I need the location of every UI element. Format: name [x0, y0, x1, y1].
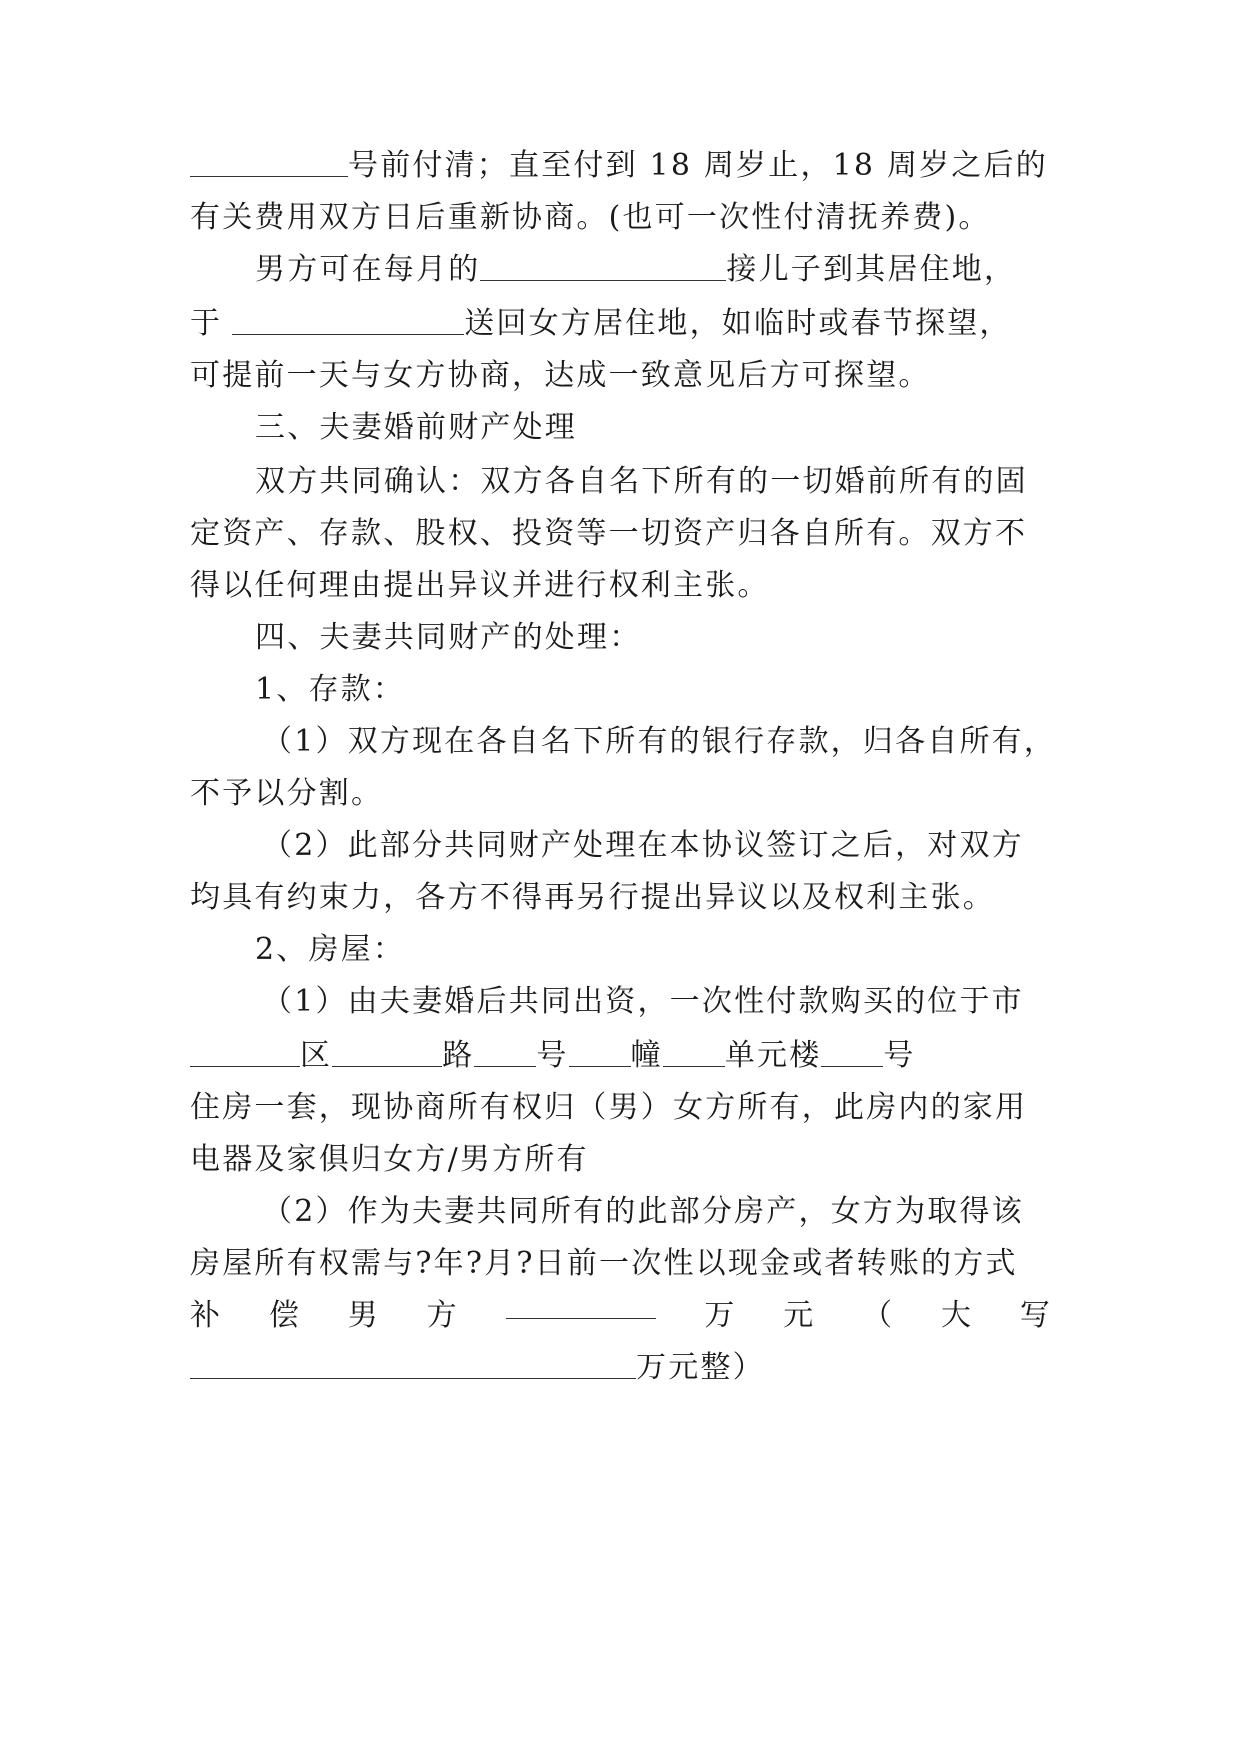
text-char: 补 [190, 1298, 220, 1333]
address-room-label: 号 [883, 1038, 916, 1073]
text-line: （1）由夫妻婚后共同出资，一次性付款购买的位于市 [262, 984, 1024, 1019]
address-district-label: 区 [300, 1038, 333, 1073]
text-line: （2）此部分共同财产处理在本协议签订之后，对双方 [262, 828, 1024, 863]
fill-blank[interactable] [480, 250, 726, 281]
text-line: 不予以分割。 [190, 776, 384, 811]
amount-blank[interactable] [506, 1288, 656, 1319]
text-segment: 男方可在每月的 [255, 252, 481, 287]
text-line [255, 242, 1050, 298]
fill-blank[interactable] [332, 1036, 442, 1067]
text-line [190, 296, 1050, 352]
fill-blank[interactable] [232, 304, 464, 335]
text-char: 男 [347, 1298, 378, 1333]
address-building-label: 幢 [630, 1038, 663, 1073]
compensation-line [190, 1288, 1050, 1344]
fill-blank[interactable] [474, 1036, 536, 1067]
text-segment: 号前付清；直至付到 18 周岁止，18 周岁之后的 [348, 148, 1048, 183]
text-line: （2）作为夫妻共同所有的此部分房产，女方为取得该 [262, 1194, 1024, 1229]
text-line: （1）双方现在各自名下所有的银行存款，归各自所有， [262, 724, 1057, 759]
subsection-heading: 2、房屋： [255, 932, 406, 967]
section-heading: 三、夫妻婚前财产处理 [255, 410, 577, 445]
text-line: 可提前一天与女方协商，达成一致意见后方可探望。 [190, 358, 931, 393]
text-char: （ [862, 1298, 893, 1333]
address-unit-label: 单元楼 [724, 1038, 822, 1073]
text-char: 万 [704, 1298, 735, 1333]
fill-blank[interactable] [190, 1036, 300, 1067]
text-char: 写 [1019, 1298, 1050, 1333]
text-char: 偿 [268, 1298, 299, 1333]
text-line [190, 1340, 1050, 1396]
address-line [190, 1028, 1050, 1084]
fill-blank[interactable] [663, 1036, 725, 1067]
section-heading: 四、夫妻共同财产的处理： [255, 620, 642, 655]
amount-in-words-blank[interactable] [190, 1348, 636, 1379]
text-line: 房屋所有权需与?年?月?日前一次性以现金或者转账的方式 [190, 1246, 1018, 1281]
subsection-heading: 1、存款： [255, 672, 406, 707]
text-char: 方 [426, 1298, 457, 1333]
text-line: 得以任何理由提出异议并进行权利主张。 [190, 568, 770, 603]
text-line: 电器及家俱归女方/男方所有 [190, 1142, 589, 1177]
text-line [190, 138, 1050, 194]
text-segment: 万元整） [636, 1350, 765, 1385]
text-segment: 于 [190, 306, 223, 341]
text-line: 定资产、存款、股权、投资等一切资产归各自所有。双方不 [190, 516, 1028, 551]
fill-blank[interactable] [569, 1036, 631, 1067]
text-line: 有关费用双方日后重新协商。(也可一次性付清抚养费)。 [190, 200, 991, 235]
text-line: 均具有约束力，各方不得再另行提出异议以及权利主张。 [190, 880, 995, 915]
text-char: 元 [783, 1298, 814, 1333]
address-number-label: 号 [536, 1038, 569, 1073]
fill-blank[interactable] [190, 146, 348, 177]
text-segment: 接儿子到其居住地， [726, 252, 1017, 287]
text-char: 大 [941, 1298, 971, 1333]
text-line: 住房一套，现协商所有权归（男）女方所有，此房内的家用 [190, 1090, 1028, 1125]
text-line: 双方共同确认：双方各自名下所有的一切婚前所有的固 [255, 464, 1028, 499]
fill-blank[interactable] [821, 1036, 883, 1067]
address-road-label: 路 [442, 1038, 475, 1073]
text-segment: 送回女方居住地，如临时或春节探望， [464, 306, 1012, 341]
